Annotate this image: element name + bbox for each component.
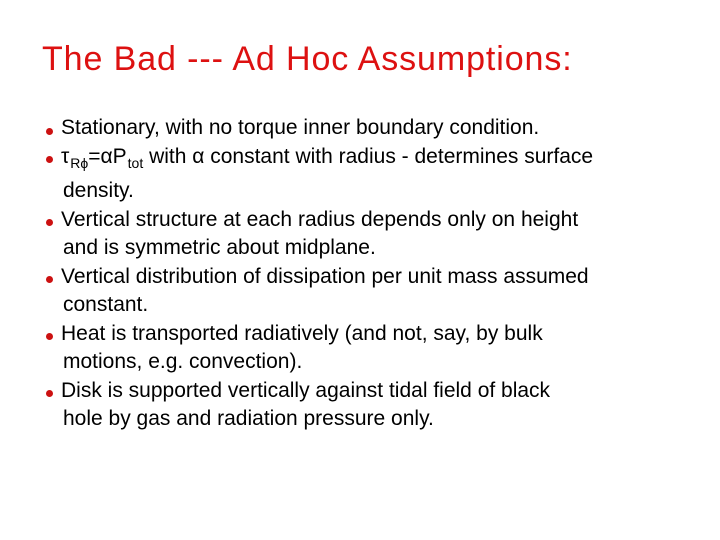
bullet-text: and is symmetric about midplane. [63, 236, 376, 259]
bullet-line [61, 320, 710, 349]
bullet-icon [46, 156, 53, 163]
bullet-text: Vertical structure at each radius depends only on height [61, 207, 579, 231]
bullet-line [63, 177, 710, 206]
bullet-text: density. [63, 179, 134, 202]
bullet-text: motions, e.g. convection). [63, 350, 303, 373]
bullet-line [61, 206, 710, 235]
bullet-icon [46, 390, 53, 397]
bullet-line [63, 405, 710, 434]
bullet-text: τ [61, 144, 70, 168]
bullet-line [61, 377, 710, 406]
bullet-icon [46, 276, 53, 283]
bullet-item [45, 377, 710, 434]
bullet-icon [46, 333, 53, 340]
slide-title: The Bad --- Ad Hoc Assumptions: [42, 40, 573, 78]
bullet-text: Disk is supported vertically against tidal field of black [61, 378, 551, 402]
bullet-item [45, 114, 710, 143]
bullet-icon [46, 128, 53, 135]
bullet-text: Stationary, with no torque inner boundary condition. [61, 116, 540, 139]
bullet-text: hole by gas and radiation pressure only. [63, 407, 434, 430]
bullet-line [61, 114, 710, 143]
bullet-text: Vertical distribution of dissipation per unit mass assumed [61, 264, 589, 288]
bullet-text: =αP [88, 144, 127, 168]
bullet-item [45, 320, 710, 377]
bullet-list [45, 114, 710, 434]
bullet-text: Heat is transported radiatively (and not, say, by bulk [61, 321, 543, 345]
bullet-line [63, 234, 710, 263]
bullet-text: constant. [63, 293, 149, 316]
bullet-item [45, 263, 710, 320]
bullet-line [63, 291, 710, 320]
bullet-item [45, 206, 710, 263]
bullet-icon [46, 219, 53, 226]
subscript-text: Rϕ [70, 154, 89, 171]
bullet-line [63, 348, 710, 377]
bullet-line [61, 263, 710, 292]
bullet-text: with α constant with radius - determines surface [143, 144, 594, 168]
subscript-text: tot [127, 154, 144, 171]
bullet-item [45, 143, 710, 206]
bullet-line [61, 143, 710, 178]
